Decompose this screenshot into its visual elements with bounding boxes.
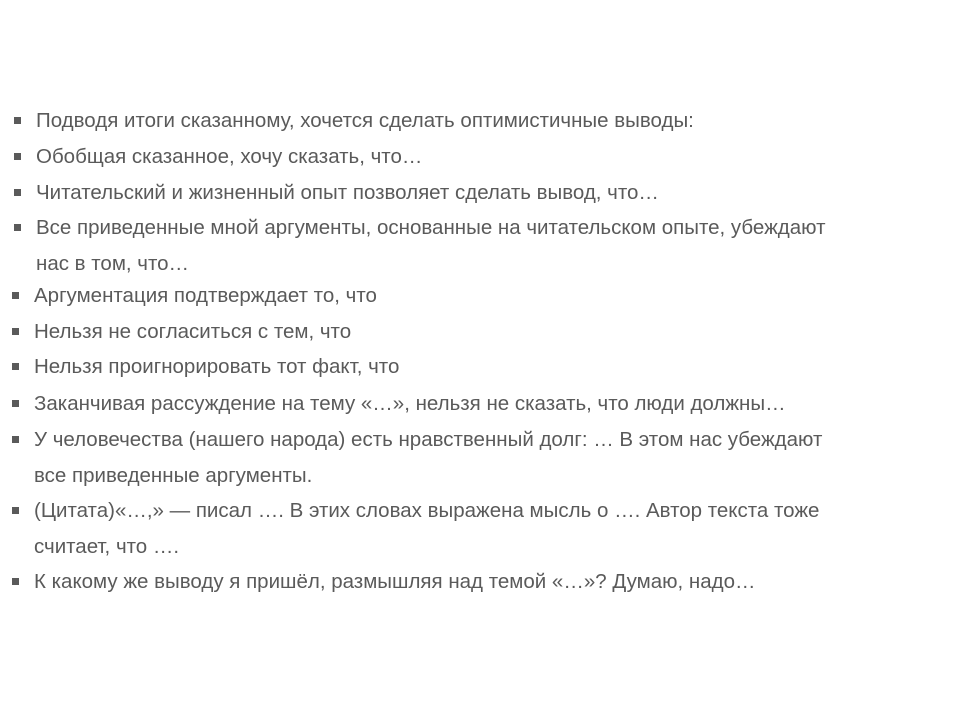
list-item-continuation: считает, что …. [34,535,180,558]
list-bullet [14,189,21,196]
list-item: Все приведенные мной аргументы, основанные на читательском опыте, убеждают [36,216,826,239]
list-bullet [12,578,19,585]
list-item: Обобщая сказанное, хочу сказать, что… [36,145,423,168]
list-bullet [12,507,19,514]
list-item: Нельзя проигнорировать тот факт, что [34,355,400,378]
list-item: Читательский и жизненный опыт позволяет сделать вывод, что… [36,181,659,204]
list-item: (Цитата)«…,» — писал …. В этих словах выражена мысль о …. Автор текста тоже [34,499,820,522]
list-item: Аргументация подтверждает то, что [34,284,377,307]
list-bullet [12,436,19,443]
list-bullet [14,224,21,231]
list-item: Подводя итоги сказанному, хочется сделать оптимистичные выводы: [36,109,694,132]
list-bullet [14,117,21,124]
list-item-continuation: все приведенные аргументы. [34,464,313,487]
list-item: У человечества (нашего народа) есть нравственный долг: … В этом нас убеждают [34,428,823,451]
list-item: К какому же выводу я пришёл, размышляя над темой «…»? Думаю, надо… [34,570,756,593]
list-bullet [14,153,21,160]
list-bullet [12,400,19,407]
list-bullet [12,363,19,370]
list-item: Заканчивая рассуждение на тему «…», нельзя не сказать, что люди должны… [34,392,786,415]
list-bullet [12,292,19,299]
list-item-continuation: нас в том, что… [36,252,190,275]
list-bullet [12,328,19,335]
list-item: Нельзя не согласиться с тем, что [34,320,352,343]
